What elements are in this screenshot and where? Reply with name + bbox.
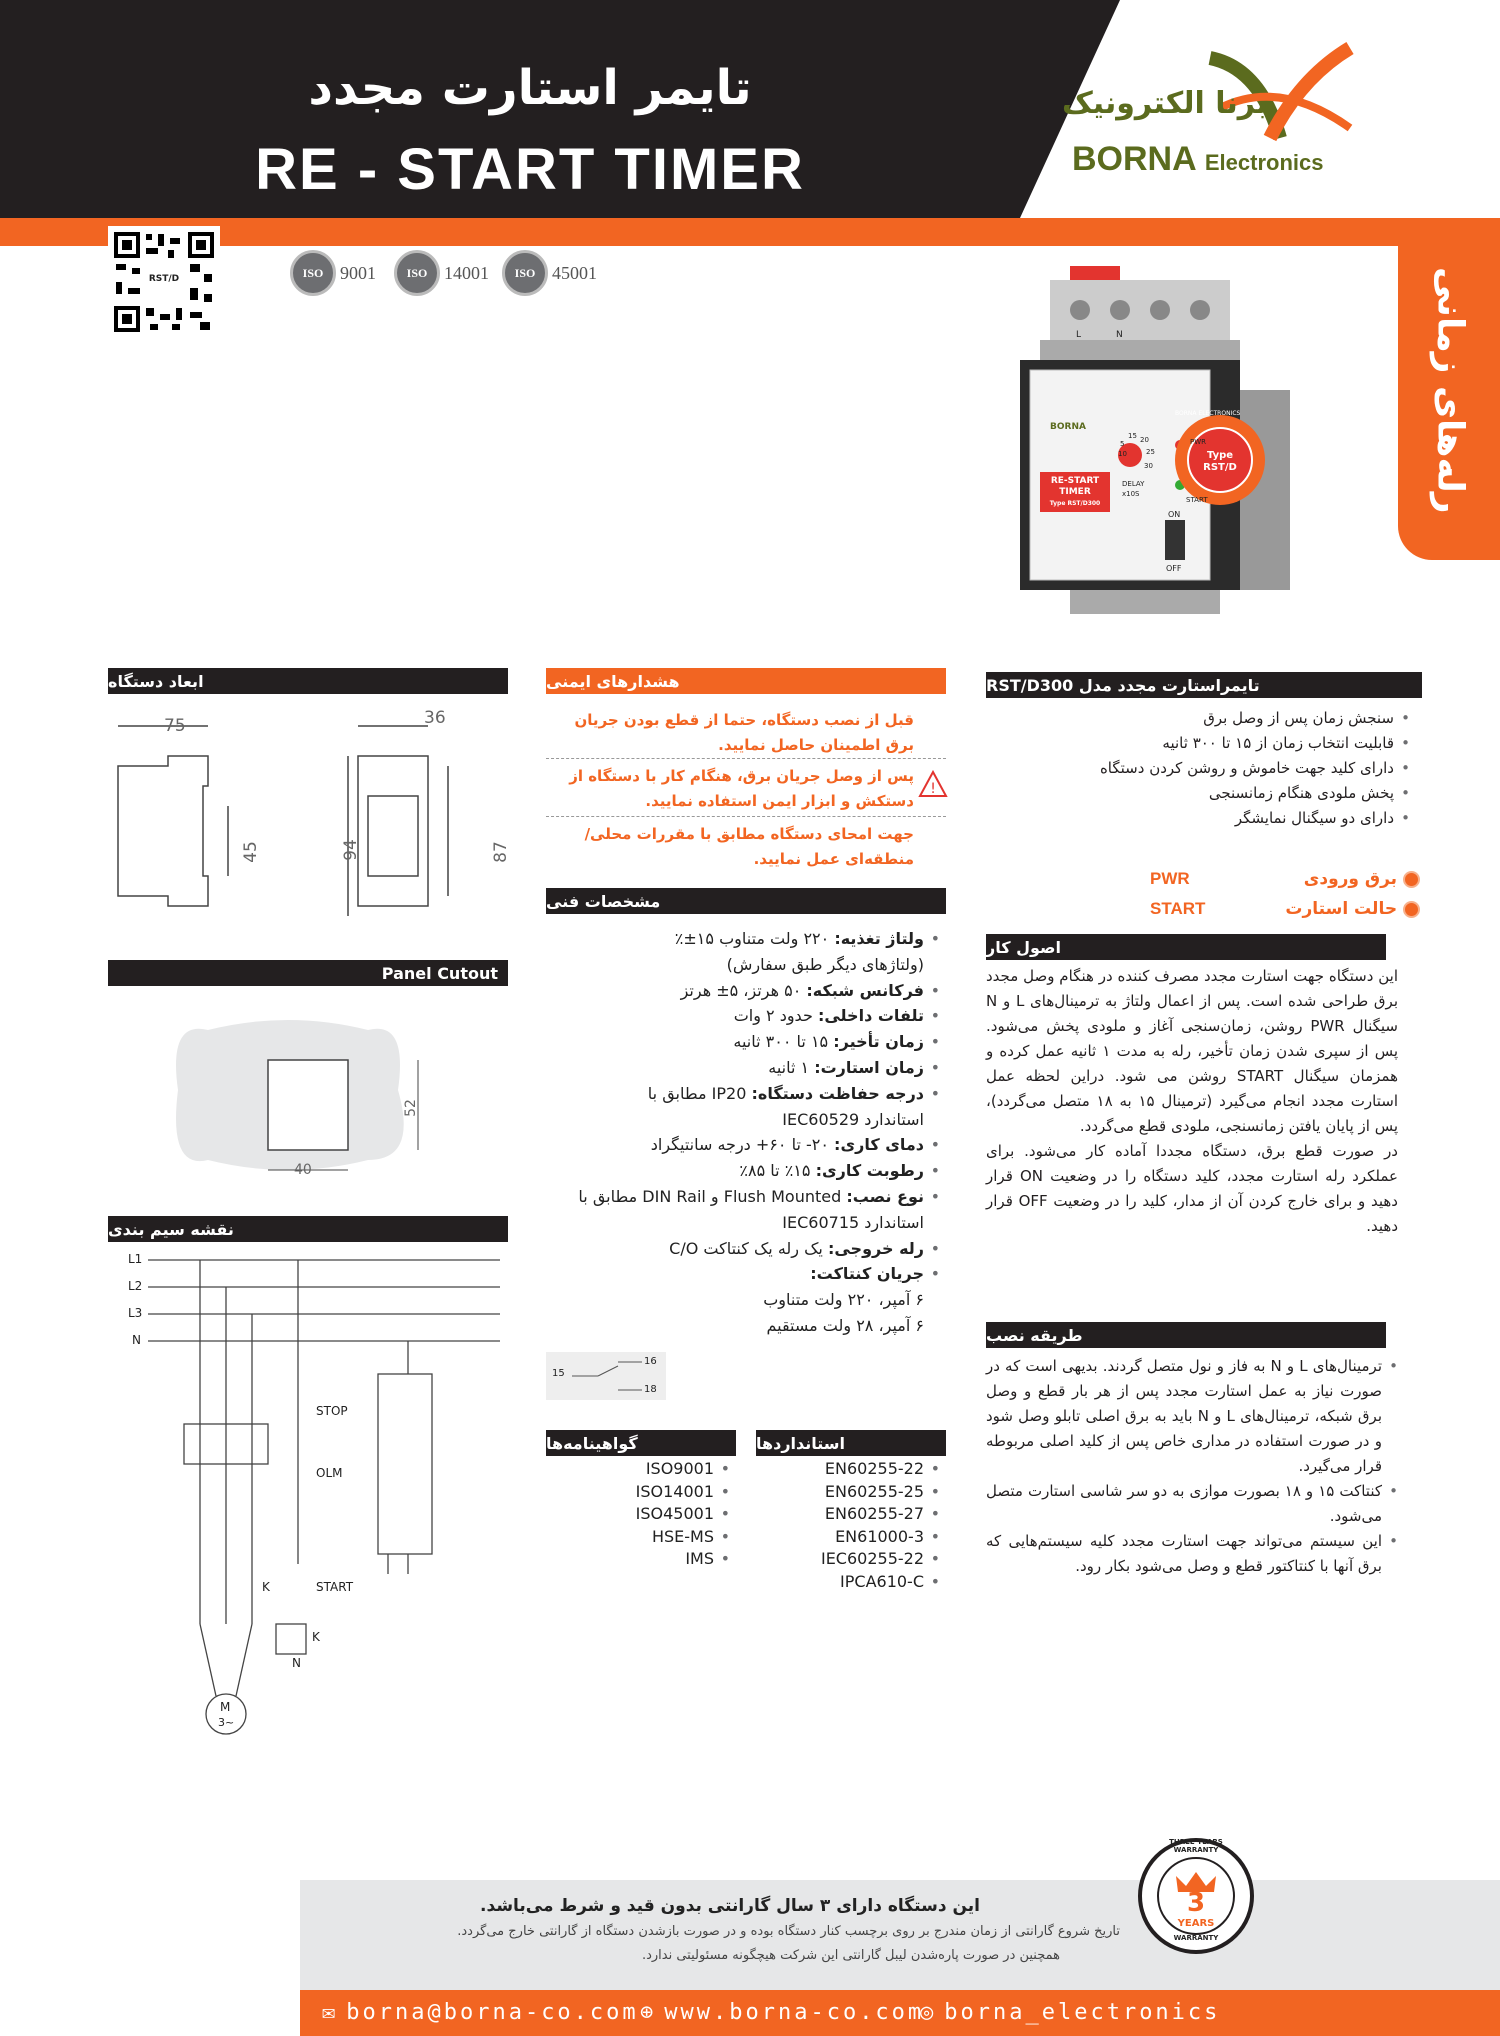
iso-9001: [290, 250, 376, 296]
iso-badge-icon: ISO: [290, 250, 336, 296]
certs-list: [546, 1458, 730, 1571]
spec-row: [546, 1081, 940, 1107]
instagram-text: borna_electronics: [944, 2000, 1221, 2025]
device-dial-30: 30: [1144, 462, 1153, 470]
device-dial-5: 5: [1120, 440, 1125, 448]
list-item: • IPCA610-C: [760, 1571, 940, 1594]
spec-value: ۱ ثانیه: [768, 1057, 810, 1077]
spec-row: [546, 1184, 940, 1210]
qr-label: RST/D: [148, 274, 180, 284]
warning-3: جهت امحای دستگاه مطابق با مقررات محلی/منطقه‌ای عمل نمایید.: [584, 825, 914, 868]
wiring-start: START: [316, 1580, 354, 1594]
warnings-title: هشدارهای ایمنی: [546, 668, 946, 694]
signal-dot-icon: [1403, 901, 1420, 918]
spec-row: [546, 1261, 940, 1287]
motor-m: M: [220, 1700, 231, 1714]
seal-ring-text: BORNA ELECTRONICS: [1175, 410, 1241, 417]
list-item: • ISO45001: [546, 1503, 730, 1526]
globe-icon: ⊕: [640, 2000, 657, 2025]
spec-value: یک رله یک کنتاکت C/O: [669, 1238, 823, 1258]
spec-value: IP20 مطابق با: [647, 1083, 747, 1103]
device-delay-unit: x10S: [1122, 490, 1140, 498]
spec-key: دمای کاری:: [834, 1135, 924, 1155]
wiring-l1: L1: [128, 1252, 143, 1266]
features-list: [1000, 706, 1410, 831]
spec-key: زمان تأخیر:: [833, 1032, 924, 1052]
spec-row: [546, 1029, 940, 1055]
device-start: START: [1186, 496, 1208, 504]
spec-row: [546, 1313, 940, 1339]
device-on: ON: [1168, 510, 1181, 519]
divider: [546, 758, 946, 759]
contact-16: 16: [644, 1356, 657, 1367]
divider: [546, 816, 946, 817]
wiring-n: N: [132, 1333, 141, 1347]
iso-45001: [502, 250, 597, 296]
mail-icon: ✉: [322, 2000, 339, 2025]
device-dial-15: 15: [1128, 432, 1137, 440]
wiring-k-contact: K: [262, 1580, 270, 1594]
instagram-link[interactable]: [920, 2000, 1220, 2025]
web-text: www.borna-co.com: [664, 2000, 925, 2025]
list-item: • سنجش زمان پس از وصل برق: [1000, 706, 1410, 731]
logo-english: [1072, 140, 1323, 179]
spec-row: [546, 1236, 940, 1262]
list-item: • قابلیت انتخاب زمان از ۱۵ تا ۳۰۰ ثانیه: [1000, 731, 1410, 756]
principle-paragraph: این دستگاه جهت استارت مجدد مصرف کننده در هنگام وصل مجدد برق طراحی شده است. پس از اعمال ولتاژ به ترمینال‌های L و N سیگنال PWR روشن، زمان‌سنجی آغاز و ملودی پخش می‌شود. پس از سپری شدن زمان تأخیر، رله به مدت ۱ ثانیه عمل کرده و همزمان سیگنال START روشن می شود. دراین لحظه عمل استارت مجدد انجام می‌گیرد (ترمینال ۱۵ به ۱۸ متصل می‌گردد)، پس از پایان یافتن زمانسنجی، ملودی قطع می‌گردد.: [986, 967, 1399, 1135]
signal-dot-icon: [1403, 871, 1420, 888]
spec-key: نوع نصب:: [846, 1186, 924, 1206]
device-brand: BORNA: [1050, 422, 1086, 432]
title-english: RE - START TIMER: [255, 137, 805, 202]
device-dial-10: 10: [1118, 450, 1127, 458]
device-type: Type RST/D300: [1049, 500, 1101, 507]
iso-number: 9001: [340, 262, 376, 283]
list-item: • کنتاکت ۱۵ و ۱۸ بصورت موازی به دو سر شاسی استارت متصل می‌شود.: [986, 1479, 1398, 1529]
email-text: borna@borna-co.com: [346, 2000, 639, 2025]
wiring-title: نقشه سیم بندی: [108, 1216, 508, 1242]
warranty-line2: تاریخ شروع گارانتی از زمان مندرج بر روی برچسب کنار دستگاه بوده و در صورت بازشدن دستگاه از گارانتی خارج می‌گردد.: [457, 1924, 1120, 1939]
device-delay: DELAY: [1122, 480, 1145, 488]
iso-number: 14001: [444, 262, 489, 283]
warranty-main: این دستگاه دارای ۳ سال گارانتی بدون قید و شرط می‌باشد.: [480, 1896, 980, 1916]
spec-value: ۲۲۰ ولت متناوب ۱۵±٪: [674, 929, 830, 948]
spec-value: (ولتاژهای دیگر طبق سفارش): [726, 954, 924, 974]
list-item: • دارای کلید جهت خاموش و روشن کردن دستگاه: [1000, 756, 1410, 781]
dim-45: 45: [240, 841, 261, 863]
instagram-icon: ◎: [920, 2000, 937, 2025]
spec-key: تلفات داخلی:: [817, 1006, 924, 1026]
web-link[interactable]: [640, 2000, 924, 2025]
list-item: • EN60255-27: [760, 1503, 940, 1526]
badge-number: 3: [1186, 1888, 1206, 1918]
spec-value: ۲۰- تا ۶۰+ درجه سانتیگراد: [650, 1135, 829, 1155]
spec-row: [546, 1003, 940, 1029]
spec-key: رطوبت کاری:: [815, 1161, 924, 1181]
signal-value: START: [1150, 899, 1206, 918]
spec-value: ۵۰ هرتز، ۵± هرتز: [680, 980, 802, 1000]
spec-key: جریان کنتاکت:: [810, 1264, 924, 1284]
wiring-olm: OLM: [316, 1466, 343, 1480]
qr-code: [108, 226, 220, 338]
motor-3phase: 3~: [218, 1716, 235, 1729]
iso-number: 45001: [552, 262, 597, 283]
contact-18: 18: [644, 1384, 657, 1395]
certs-title: گواهینامه‌ها: [546, 1430, 736, 1456]
iso-badge-icon: ISO: [394, 250, 440, 296]
spec-row: [546, 952, 940, 978]
contact-15: 15: [552, 1368, 565, 1379]
cutout-title: Panel Cutout: [108, 960, 508, 986]
list-item: • ISO9001: [546, 1458, 730, 1481]
logo-sub: Electronics: [1204, 150, 1324, 175]
spec-value: استاندارد IEC60715: [782, 1212, 924, 1232]
spec-value: ۶ آمپر، ۲۲۰ ولت متناوب: [763, 1290, 924, 1310]
svg-text:!: !: [930, 781, 936, 797]
signal-row: [1000, 864, 1420, 894]
dimensions-drawing: [108, 706, 508, 936]
iso-badge-icon: ISO: [502, 250, 548, 296]
principle-paragraph: در صورت قطع برق، دستگاه مجددا آماده کار می‌شود. برای عملکرد رله استارت مجدد، کلید دستگاه را در وضعیت ON قرار دهید و برای خارج کردن آن از مدار، کلید را در وضعیت OFF قرار دهید.: [986, 1142, 1398, 1235]
wiring-n-coil: N: [292, 1656, 301, 1670]
warning-1: قبل از نصب دستگاه، حتما از قطع بودن جریان برق اطمینان حاصل نمایید.: [574, 711, 914, 754]
spec-value: ۱۵٪ تا ۸۵٪: [739, 1161, 811, 1181]
dim-75: 75: [164, 716, 186, 736]
spec-value: استاندارد IEC60529: [782, 1109, 924, 1129]
dimensions-title: ابعاد دستگاه: [108, 668, 508, 694]
device-illustration: [1010, 250, 1310, 620]
logo-persian: برنا الکترونیک: [1062, 86, 1268, 121]
install-list: [986, 1354, 1398, 1579]
wiring-diagram: [108, 1244, 508, 1744]
spec-row: [546, 1287, 940, 1313]
cutout-height: 52: [402, 1099, 419, 1117]
principle-title: اصول کار: [986, 934, 1386, 960]
list-item: • این سیستم می‌تواند جهت استارت مجدد کلیه سیستم‌هایی که برق آنها با کنتاکتور قطع و وصل می‌شود بکار رود.: [986, 1529, 1398, 1579]
type-seal: [1202, 450, 1238, 474]
warning-triangle-icon: [918, 770, 948, 798]
spec-row: [546, 1055, 940, 1081]
dim-36: 36: [424, 708, 446, 728]
spec-row: [546, 1132, 940, 1158]
dim-94: 94: [340, 839, 361, 861]
list-item: • IMS: [546, 1548, 730, 1571]
spec-value: ۱۵ تا ۳۰۰ ثانیه: [733, 1032, 829, 1052]
signal-label: برق ورودی: [1303, 869, 1398, 889]
warning-2: پس از وصل جریان برق، هنگام کار با دستگاه از دستکش و ابزار ایمن استفاده نمایید.: [569, 767, 914, 810]
badge-top: THREE YEARS WARRANTY: [1169, 1838, 1223, 1854]
warranty-line3: همچنین در صورت پاره‌شدن لیبل گارانتی این شرکت هیچگونه مسئولیتی ندارد.: [641, 1948, 1060, 1963]
cutout-width: 40: [294, 1162, 312, 1178]
badge-bottom: WARRANTY: [1173, 1934, 1219, 1942]
list-item: • HSE-MS: [546, 1526, 730, 1549]
features-title: تایمراستارت مجدد مدل RST/D300: [986, 672, 1422, 698]
spec-value: Flush Mounted و DIN Rail مطابق با: [578, 1186, 842, 1206]
list-item: • EN60255-25: [760, 1481, 940, 1504]
device-dial-25: 25: [1146, 448, 1155, 456]
list-item: • EN60255-22: [760, 1458, 940, 1481]
spec-row: [546, 978, 940, 1004]
device-label-line1: RE-START: [1050, 476, 1100, 486]
list-item: • IEC60255-22: [760, 1548, 940, 1571]
device-pwr: PWR: [1190, 438, 1207, 446]
logo-main: BORNA: [1072, 140, 1196, 178]
seal-type: Type: [1206, 450, 1234, 461]
list-item: • ترمینال‌های L و N به فاز و نول متصل گردند. بدیهی است که در صورت نیاز به عمل استارت مجدد پس از هر بار قطع و وصل برق شبکه، ترمینال‌های L و N باید به برق اصلی تابلو وصل شود و در صورت استفاده در مداری خاص پس از کلید اصلی مربوطه قرار می‌گیرد.: [986, 1354, 1398, 1479]
signals: [1000, 864, 1420, 924]
seal-model: RST/D: [1203, 462, 1237, 473]
email-link[interactable]: [322, 2000, 639, 2025]
wiring-l3: L3: [128, 1306, 143, 1320]
contact-bar: [300, 1990, 1500, 2036]
device-terminal-n: N: [1116, 330, 1123, 340]
spec-value: حدود ۲ وات: [733, 1006, 813, 1026]
signal-value: PWR: [1150, 869, 1190, 888]
badge-years: YEARS: [1177, 1918, 1215, 1929]
list-item: • پخش ملودی هنگام زمانسنجی: [1000, 781, 1410, 806]
spec-row: [546, 1158, 940, 1184]
spec-key: فرکانس شبکه:: [806, 980, 924, 1000]
signal-label: حالت استارت: [1285, 899, 1398, 919]
device-label-line2: TIMER: [1059, 487, 1091, 497]
device-terminal-l: L: [1076, 330, 1082, 340]
standards-list: [760, 1458, 940, 1593]
iso-14001: [394, 250, 489, 296]
principle-text: [986, 964, 1398, 1239]
title-persian: تایمر استارت مجدد: [308, 60, 752, 116]
signal-row: [1000, 894, 1420, 924]
spec-row: [546, 926, 940, 952]
orange-divider: [0, 218, 1500, 246]
spec-key: درجه حفاظت دستگاه:: [751, 1083, 924, 1103]
spec-row: [546, 1107, 940, 1133]
device-dial-20: 20: [1140, 436, 1149, 444]
standards-title: استانداردها: [756, 1430, 946, 1456]
list-item: • دارای دو سیگنال نمایشگر: [1000, 806, 1410, 831]
install-title: طریقه نصب: [986, 1322, 1386, 1348]
specs-title: مشخصات فنی: [546, 888, 946, 914]
spec-key: زمان استارت:: [814, 1057, 924, 1077]
device-off: OFF: [1166, 564, 1182, 573]
wiring-l2: L2: [128, 1279, 143, 1293]
wiring-k-coil: K: [312, 1630, 320, 1644]
list-item: • ISO14001: [546, 1481, 730, 1504]
dim-87: 87: [490, 841, 511, 863]
device-photo: [1010, 250, 1310, 620]
spec-value: ۶ آمپر، ۲۸ ولت مستقیم: [766, 1315, 924, 1335]
device-label: [1042, 476, 1108, 509]
spec-key: ولتاژ تغذیه:: [834, 929, 924, 948]
specs-list: [546, 926, 940, 1339]
spec-row: [546, 1210, 940, 1236]
spec-key: رله خروجی:: [827, 1238, 924, 1258]
list-item: • EN61000-3: [760, 1526, 940, 1549]
category-tab-label: رله‌های زمانی: [1429, 266, 1471, 514]
wiring-stop: STOP: [316, 1404, 348, 1418]
